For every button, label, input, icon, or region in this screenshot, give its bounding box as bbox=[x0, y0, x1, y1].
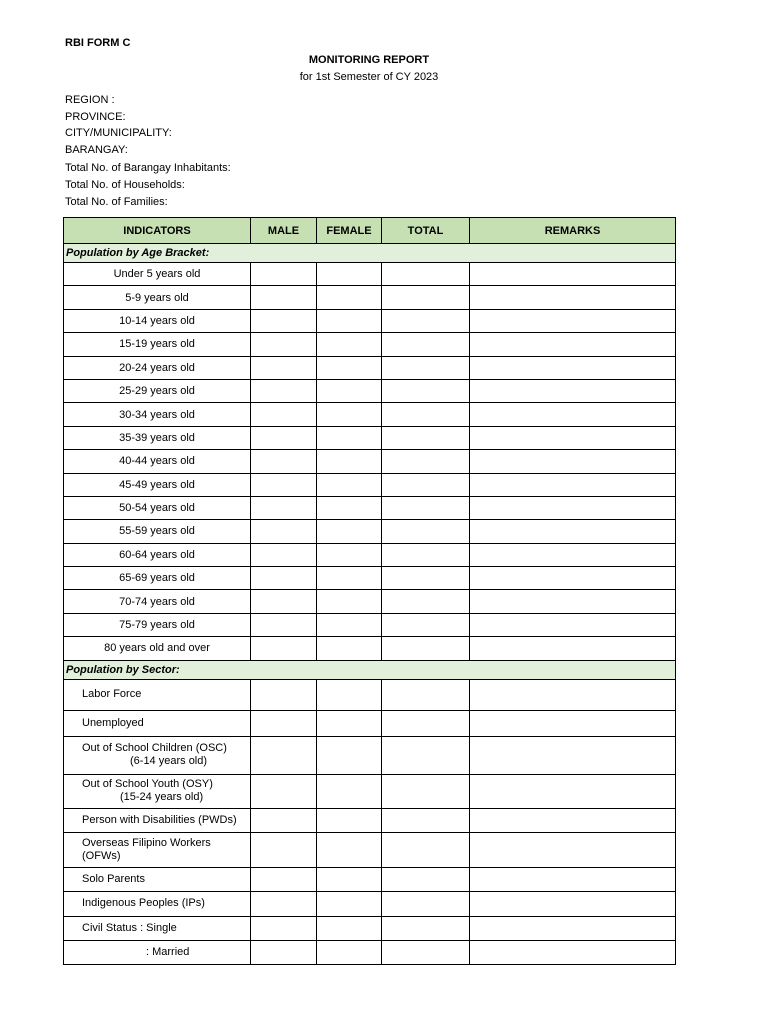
ofw-label: Overseas Filipino Workers bbox=[82, 836, 211, 849]
table-row bbox=[64, 590, 676, 613]
male-cell[interactable] bbox=[251, 916, 317, 940]
table-row bbox=[64, 567, 676, 590]
female-cell[interactable] bbox=[317, 286, 382, 309]
female-cell[interactable] bbox=[317, 333, 382, 356]
male-cell[interactable] bbox=[251, 736, 317, 774]
age-bracket-label: 75-79 years old bbox=[64, 613, 251, 636]
age-bracket-label: 80 years old and over bbox=[64, 637, 251, 660]
female-cell[interactable] bbox=[317, 379, 382, 402]
female-cell[interactable] bbox=[317, 356, 382, 379]
female-cell[interactable] bbox=[317, 473, 382, 496]
female-cell[interactable] bbox=[317, 520, 382, 543]
table-row bbox=[64, 940, 676, 964]
table-row bbox=[64, 543, 676, 566]
table-row bbox=[64, 637, 676, 660]
age-bracket-label: 70-74 years old bbox=[64, 590, 251, 613]
col-remarks: REMARKS bbox=[470, 218, 676, 244]
total-cell[interactable] bbox=[382, 333, 470, 356]
female-cell[interactable] bbox=[317, 940, 382, 964]
male-cell[interactable] bbox=[251, 333, 317, 356]
remarks-cell[interactable] bbox=[470, 496, 676, 519]
section-sector-label: Population by Sector: bbox=[64, 660, 676, 679]
remarks-cell[interactable] bbox=[470, 263, 676, 286]
indicator-label bbox=[64, 832, 251, 867]
table-row bbox=[64, 867, 676, 891]
male-cell[interactable] bbox=[251, 832, 317, 867]
female-cell[interactable] bbox=[317, 496, 382, 519]
remarks-cell[interactable] bbox=[470, 426, 676, 449]
male-cell[interactable] bbox=[251, 379, 317, 402]
male-cell[interactable] bbox=[251, 543, 317, 566]
table-header-row bbox=[64, 218, 676, 244]
inhabitants-field: Total No. of Barangay Inhabitants: bbox=[65, 162, 231, 175]
table-row bbox=[64, 916, 676, 940]
remarks-cell[interactable] bbox=[470, 891, 676, 916]
total-cell[interactable] bbox=[382, 940, 470, 964]
total-cell[interactable] bbox=[382, 832, 470, 867]
male-cell[interactable] bbox=[251, 590, 317, 613]
remarks-cell[interactable] bbox=[470, 736, 676, 774]
total-cell[interactable] bbox=[382, 590, 470, 613]
age-bracket-label: 55-59 years old bbox=[64, 520, 251, 543]
remarks-cell[interactable] bbox=[470, 916, 676, 940]
col-male: MALE bbox=[251, 218, 317, 244]
table-row bbox=[64, 891, 676, 916]
total-cell[interactable] bbox=[382, 286, 470, 309]
table-row bbox=[64, 426, 676, 449]
indicator-label: Unemployed bbox=[64, 710, 251, 736]
female-cell[interactable] bbox=[317, 450, 382, 473]
total-cell[interactable] bbox=[382, 543, 470, 566]
remarks-cell[interactable] bbox=[470, 940, 676, 964]
total-cell[interactable] bbox=[382, 567, 470, 590]
total-cell[interactable] bbox=[382, 710, 470, 736]
female-cell[interactable] bbox=[317, 867, 382, 891]
total-cell[interactable] bbox=[382, 736, 470, 774]
table-row bbox=[64, 263, 676, 286]
age-bracket-label: Under 5 years old bbox=[64, 263, 251, 286]
male-cell[interactable] bbox=[251, 808, 317, 832]
indicator-label: Labor Force bbox=[64, 679, 251, 710]
total-cell[interactable] bbox=[382, 613, 470, 636]
table-row bbox=[64, 450, 676, 473]
col-total: TOTAL bbox=[382, 218, 470, 244]
total-cell[interactable] bbox=[382, 891, 470, 916]
total-cell[interactable] bbox=[382, 403, 470, 426]
age-bracket-label: 65-69 years old bbox=[64, 567, 251, 590]
indicator-label: Civil Status : Single bbox=[64, 916, 251, 940]
table-row bbox=[64, 356, 676, 379]
female-cell[interactable] bbox=[317, 543, 382, 566]
female-cell[interactable] bbox=[317, 637, 382, 660]
remarks-cell[interactable] bbox=[470, 379, 676, 402]
remarks-cell[interactable] bbox=[470, 309, 676, 332]
section-sector bbox=[64, 660, 676, 679]
female-cell[interactable] bbox=[317, 679, 382, 710]
remarks-cell[interactable] bbox=[470, 637, 676, 660]
table-row bbox=[64, 613, 676, 636]
table-row bbox=[64, 774, 676, 808]
female-cell[interactable] bbox=[317, 710, 382, 736]
remarks-cell[interactable] bbox=[470, 403, 676, 426]
table-row bbox=[64, 473, 676, 496]
section-age-label: Population by Age Bracket: bbox=[64, 244, 676, 263]
remarks-cell[interactable] bbox=[470, 543, 676, 566]
osy-age-label: (15-24 years old) bbox=[120, 791, 204, 804]
remarks-cell[interactable] bbox=[470, 613, 676, 636]
indicator-label bbox=[64, 736, 251, 774]
ofw-abbr-label: (OFWs) bbox=[82, 849, 121, 862]
remarks-cell[interactable] bbox=[470, 710, 676, 736]
indicator-label: : Married bbox=[64, 940, 251, 964]
male-cell[interactable] bbox=[251, 450, 317, 473]
indicator-label: Indigenous Peoples (IPs) bbox=[64, 891, 251, 916]
table-row bbox=[64, 520, 676, 543]
male-cell[interactable] bbox=[251, 263, 317, 286]
female-cell[interactable] bbox=[317, 613, 382, 636]
female-cell[interactable] bbox=[317, 736, 382, 774]
col-indicators: INDICATORS bbox=[64, 218, 251, 244]
male-cell[interactable] bbox=[251, 940, 317, 964]
age-bracket-label: 10-14 years old bbox=[64, 309, 251, 332]
report-subtitle: for 1st Semester of CY 2023 bbox=[299, 71, 439, 83]
remarks-cell[interactable] bbox=[470, 679, 676, 710]
remarks-cell[interactable] bbox=[470, 286, 676, 309]
age-bracket-label: 25-29 years old bbox=[64, 379, 251, 402]
table-row bbox=[64, 736, 676, 774]
male-cell[interactable] bbox=[251, 567, 317, 590]
table-row bbox=[64, 379, 676, 402]
male-cell[interactable] bbox=[251, 286, 317, 309]
age-bracket-label: 5-9 years old bbox=[64, 286, 251, 309]
location-fields bbox=[65, 92, 231, 210]
osc-label: Out of School Children (OSC) bbox=[82, 742, 227, 755]
total-cell[interactable] bbox=[382, 356, 470, 379]
table-row bbox=[64, 403, 676, 426]
remarks-cell[interactable] bbox=[470, 473, 676, 496]
indicator-label bbox=[64, 774, 251, 808]
female-cell[interactable] bbox=[317, 590, 382, 613]
remarks-cell[interactable] bbox=[470, 808, 676, 832]
female-cell[interactable] bbox=[317, 808, 382, 832]
col-female: FEMALE bbox=[317, 218, 382, 244]
table-row bbox=[64, 496, 676, 519]
remarks-cell[interactable] bbox=[470, 333, 676, 356]
indicator-label: Person with Disabilities (PWDs) bbox=[64, 808, 251, 832]
remarks-cell[interactable] bbox=[470, 590, 676, 613]
female-cell[interactable] bbox=[317, 403, 382, 426]
female-cell[interactable] bbox=[317, 774, 382, 808]
male-cell[interactable] bbox=[251, 309, 317, 332]
table-row bbox=[64, 679, 676, 710]
table-row bbox=[64, 710, 676, 736]
region-field: REGION : bbox=[65, 94, 115, 106]
male-cell[interactable] bbox=[251, 496, 317, 519]
female-cell[interactable] bbox=[317, 891, 382, 916]
male-cell[interactable] bbox=[251, 679, 317, 710]
male-cell[interactable] bbox=[251, 473, 317, 496]
households-field: Total No. of Households: bbox=[65, 178, 185, 191]
age-bracket-label: 40-44 years old bbox=[64, 450, 251, 473]
total-cell[interactable] bbox=[382, 867, 470, 891]
table-row bbox=[64, 333, 676, 356]
table-row bbox=[64, 309, 676, 332]
families-field: Total No. of Families: bbox=[65, 195, 168, 208]
male-cell[interactable] bbox=[251, 613, 317, 636]
age-bracket-label: 20-24 years old bbox=[64, 356, 251, 379]
total-cell[interactable] bbox=[382, 808, 470, 832]
remarks-cell[interactable] bbox=[470, 867, 676, 891]
female-cell[interactable] bbox=[317, 832, 382, 867]
female-cell[interactable] bbox=[317, 916, 382, 940]
female-cell[interactable] bbox=[317, 263, 382, 286]
total-cell[interactable] bbox=[382, 520, 470, 543]
table-row bbox=[64, 286, 676, 309]
total-cell[interactable] bbox=[382, 679, 470, 710]
table-row bbox=[64, 832, 676, 867]
remarks-cell[interactable] bbox=[470, 520, 676, 543]
total-cell[interactable] bbox=[382, 473, 470, 496]
report-title: MONITORING REPORT bbox=[308, 54, 430, 66]
province-field: PROVINCE: bbox=[65, 110, 126, 123]
age-bracket-label: 50-54 years old bbox=[64, 496, 251, 519]
female-cell[interactable] bbox=[317, 309, 382, 332]
total-cell[interactable] bbox=[382, 450, 470, 473]
remarks-cell[interactable] bbox=[470, 450, 676, 473]
total-cell[interactable] bbox=[382, 774, 470, 808]
osy-label: Out of School Youth (OSY) bbox=[82, 778, 213, 791]
remarks-cell[interactable] bbox=[470, 832, 676, 867]
male-cell[interactable] bbox=[251, 710, 317, 736]
total-cell[interactable] bbox=[382, 379, 470, 402]
remarks-cell[interactable] bbox=[470, 774, 676, 808]
male-cell[interactable] bbox=[251, 867, 317, 891]
form-code: RBI FORM C bbox=[65, 37, 131, 49]
total-cell[interactable] bbox=[382, 309, 470, 332]
section-age-bracket bbox=[64, 244, 676, 263]
male-cell[interactable] bbox=[251, 774, 317, 808]
city-field: CITY/MUNICIPALITY: bbox=[65, 127, 172, 140]
male-cell[interactable] bbox=[251, 637, 317, 660]
total-cell[interactable] bbox=[382, 263, 470, 286]
total-cell[interactable] bbox=[382, 426, 470, 449]
male-cell[interactable] bbox=[251, 426, 317, 449]
indicator-label: Solo Parents bbox=[64, 867, 251, 891]
age-bracket-label: 15-19 years old bbox=[64, 333, 251, 356]
remarks-cell[interactable] bbox=[470, 567, 676, 590]
remarks-cell[interactable] bbox=[470, 356, 676, 379]
age-bracket-label: 45-49 years old bbox=[64, 473, 251, 496]
age-bracket-label: 35-39 years old bbox=[64, 426, 251, 449]
female-cell[interactable] bbox=[317, 426, 382, 449]
age-bracket-label: 60-64 years old bbox=[64, 543, 251, 566]
table-row bbox=[64, 808, 676, 832]
total-cell[interactable] bbox=[382, 496, 470, 519]
osc-age-label: (6-14 years old) bbox=[130, 755, 208, 768]
female-cell[interactable] bbox=[317, 567, 382, 590]
age-bracket-label: 30-34 years old bbox=[64, 403, 251, 426]
male-cell[interactable] bbox=[251, 891, 317, 916]
male-cell[interactable] bbox=[251, 356, 317, 379]
monitoring-table bbox=[63, 217, 676, 965]
male-cell[interactable] bbox=[251, 520, 317, 543]
male-cell[interactable] bbox=[251, 403, 317, 426]
barangay-field: BARANGAY: bbox=[65, 143, 128, 156]
total-cell[interactable] bbox=[382, 637, 470, 660]
total-cell[interactable] bbox=[382, 916, 470, 940]
